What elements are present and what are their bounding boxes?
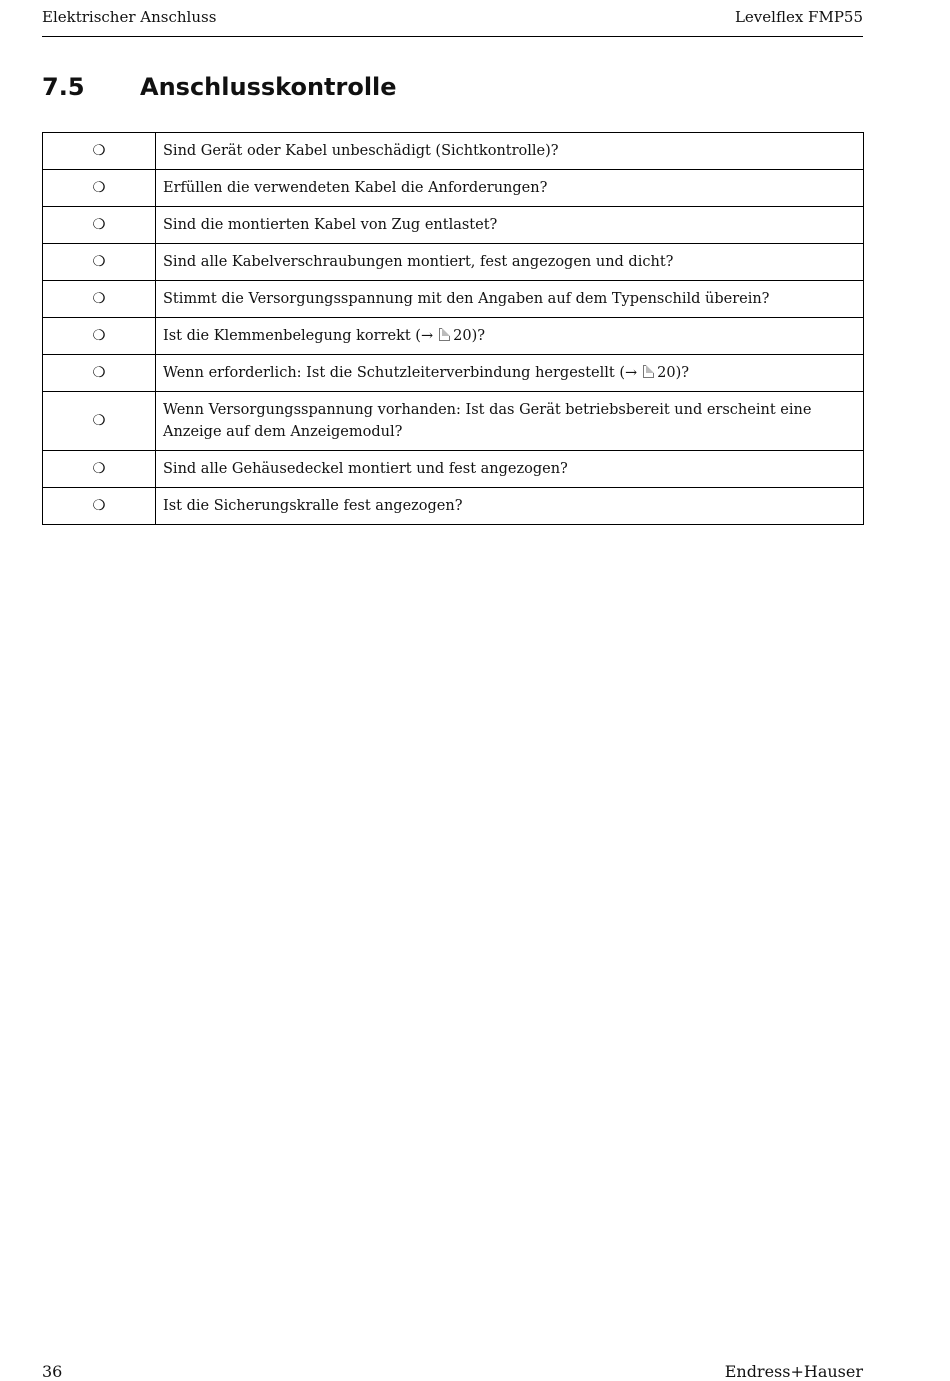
checklist-question: Sind alle Gehäusedeckel montiert und fest angezogen? <box>156 451 864 488</box>
page-header <box>42 0 863 37</box>
footer-brand: Endress+Hauser <box>724 1362 863 1381</box>
checkbox-cell[interactable] <box>43 207 156 244</box>
checkbox-circle-icon[interactable]: ❍ <box>92 291 106 307</box>
table-row <box>43 355 864 392</box>
checkbox-circle-icon[interactable]: ❍ <box>92 143 106 159</box>
table-row <box>43 488 864 525</box>
page-number: 36 <box>42 1362 63 1381</box>
checkbox-cell[interactable] <box>43 488 156 525</box>
question-text-end: )? <box>675 365 690 381</box>
table-row <box>43 281 864 318</box>
table-row <box>43 392 864 451</box>
checkbox-cell[interactable] <box>43 318 156 355</box>
checkbox-cell[interactable] <box>43 392 156 451</box>
checklist-question: Sind die montierten Kabel von Zug entlastet? <box>156 207 864 244</box>
checkbox-circle-icon[interactable]: ❍ <box>92 254 106 270</box>
page-reference-link[interactable]: 20 <box>657 365 676 381</box>
page-reference-link[interactable]: 20 <box>453 328 472 344</box>
checkbox-circle-icon[interactable]: ❍ <box>92 498 106 514</box>
question-text: Ist die Klemmenbelegung korrekt (→ <box>163 328 434 344</box>
checkbox-cell[interactable] <box>43 281 156 318</box>
question-text-end: )? <box>471 328 485 344</box>
checklist-question: Stimmt die Versorgungsspannung mit den Angaben auf dem Typenschild überein? <box>156 281 864 318</box>
checklist-question: Wenn Versorgungsspannung vorhanden: Ist das Gerät betriebsbereit und erscheint eine Anzeige auf dem Anzeigemodul? <box>156 392 864 451</box>
table-row <box>43 451 864 488</box>
checklist-question <box>156 355 864 392</box>
page-reference-icon <box>643 365 654 378</box>
page-reference-icon <box>439 328 450 341</box>
checkbox-circle-icon[interactable]: ❍ <box>92 328 106 344</box>
table-row <box>43 133 864 170</box>
checkbox-circle-icon[interactable]: ❍ <box>92 217 106 233</box>
checkbox-circle-icon[interactable]: ❍ <box>92 413 106 429</box>
checkbox-cell[interactable] <box>43 355 156 392</box>
table-row <box>43 318 864 355</box>
section-number: 7.5 <box>42 73 85 101</box>
checklist-table <box>42 132 864 525</box>
checklist-question: Sind Gerät oder Kabel unbeschädigt (Sichtkontrolle)? <box>156 133 864 170</box>
question-text: Wenn erforderlich: Ist die Schutzleiterverbindung hergestellt (→ <box>163 365 638 381</box>
checkbox-circle-icon[interactable]: ❍ <box>92 180 106 196</box>
table-row <box>43 207 864 244</box>
checklist-question: Ist die Sicherungskralle fest angezogen? <box>156 488 864 525</box>
checkbox-cell[interactable] <box>43 451 156 488</box>
header-product-name: Levelflex FMP55 <box>734 8 863 26</box>
checkbox-cell[interactable] <box>43 170 156 207</box>
checklist-question: Sind alle Kabelverschraubungen montiert, fest angezogen und dicht? <box>156 244 864 281</box>
checklist-question <box>156 318 864 355</box>
table-row <box>43 244 864 281</box>
checkbox-circle-icon[interactable]: ❍ <box>92 461 106 477</box>
checkbox-cell[interactable] <box>43 244 156 281</box>
table-row <box>43 170 864 207</box>
header-chapter-title: Elektrischer Anschluss <box>42 8 217 26</box>
checkbox-circle-icon[interactable]: ❍ <box>92 365 106 381</box>
checkbox-cell[interactable] <box>43 133 156 170</box>
checklist-question: Erfüllen die verwendeten Kabel die Anforderungen? <box>156 170 864 207</box>
section-title: Anschlusskontrolle <box>140 73 397 101</box>
